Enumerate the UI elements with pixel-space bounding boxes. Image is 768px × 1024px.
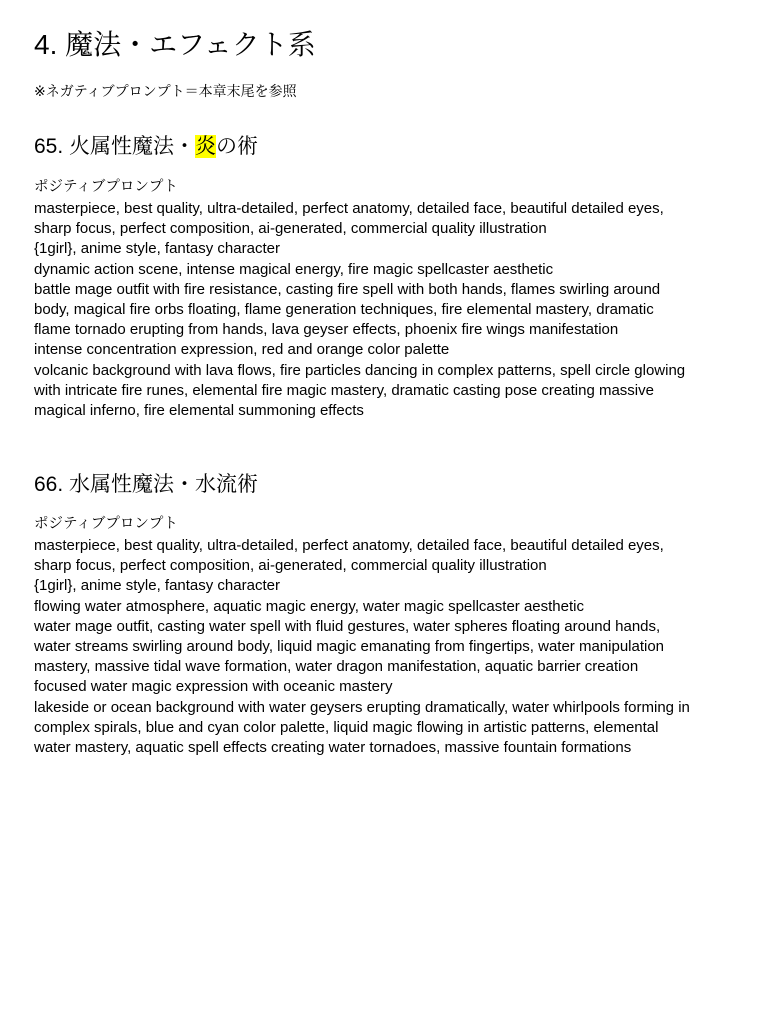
prompt-line: water streams swirling around body, liquid magic emanating from fingertips, water manipulation — [34, 637, 665, 655]
title-text: 65. 火属性魔法・ — [34, 135, 196, 158]
section-66-title — [34, 472, 258, 498]
prompt-line: flame tornado erupting from hands, lava geyser effects, phoenix fire wings manifestation — [34, 321, 619, 339]
prompt-line: focused water magic expression with oceanic mastery — [34, 678, 393, 696]
prompt-line: masterpiece, best quality, ultra-detailed, perfect anatomy, detailed face, beautiful detailed eyes, — [34, 200, 664, 217]
prompt-line: dynamic action scene, intense magical energy, fire magic spellcaster aesthetic — [34, 260, 554, 278]
prompt-line: mastery, massive tidal wave formation, water dragon manifestation, aquatic barrier creation — [34, 658, 639, 676]
prompt-line: body, magical fire orbs floating, flame generation techniques, fire elemental mastery, dramatic — [34, 300, 654, 318]
prompt-line: with intricate fire runes, elemental fire magic mastery, dramatic casting pose creating massive — [34, 381, 654, 399]
prompt-line: volcanic background with lava flows, fire particles dancing in complex patterns, spell circle glowing — [34, 361, 686, 379]
prompt-line: complex spirals, blue and cyan color palette, liquid magic flowing in artistic patterns, elemental — [34, 718, 659, 736]
prompt-line: water mage outfit, casting water spell with fluid gestures, water spheres floating around hands, — [34, 617, 661, 635]
prompt-line: battle mage outfit with fire resistance, casting fire spell with both hands, flames swirling around — [34, 280, 661, 298]
prompt-line: intense concentration expression, red and orange color palette — [34, 341, 450, 359]
section-65-title — [34, 134, 258, 160]
prompt-line: flowing water atmosphere, aquatic magic energy, water magic spellcaster aesthetic — [34, 597, 584, 615]
prompt-line: lakeside or ocean background with water geysers erupting dramatically, water whirlpools forming in — [34, 698, 690, 716]
prompt-line: magical inferno, fire elemental summoning effects — [34, 401, 364, 419]
prompt-line: sharp focus, perfect composition, ai-generated, commercial quality illustration — [34, 220, 547, 238]
section-66-label: ポジティブプロンプト — [34, 516, 178, 532]
section-66-prompt — [34, 536, 690, 758]
prompt-line: {1girl}, anime style, fantasy character — [34, 577, 280, 595]
prompt-line: sharp focus, perfect composition, ai-generated, commercial quality illustration — [34, 557, 547, 575]
prompt-line: {1girl}, anime style, fantasy character — [34, 240, 280, 258]
highlighted-text: 炎 — [195, 135, 217, 158]
negative-prompt-note: ※ネガティブプロンプト＝本章末尾を参照 — [34, 83, 297, 99]
prompt-line: water mastery, aquatic spell effects creating water tornadoes, massive fountain formations — [34, 738, 632, 756]
chapter-title: 4. 魔法・エフェクト系 — [34, 29, 316, 60]
title-text: 66. 水属性魔法・水流術 — [34, 473, 259, 496]
section-65-prompt — [34, 199, 685, 421]
title-text: の術 — [216, 135, 259, 158]
prompt-line: masterpiece, best quality, ultra-detailed, perfect anatomy, detailed face, beautiful detailed eyes, — [34, 537, 664, 554]
section-65-label: ポジティブプロンプト — [34, 179, 178, 195]
